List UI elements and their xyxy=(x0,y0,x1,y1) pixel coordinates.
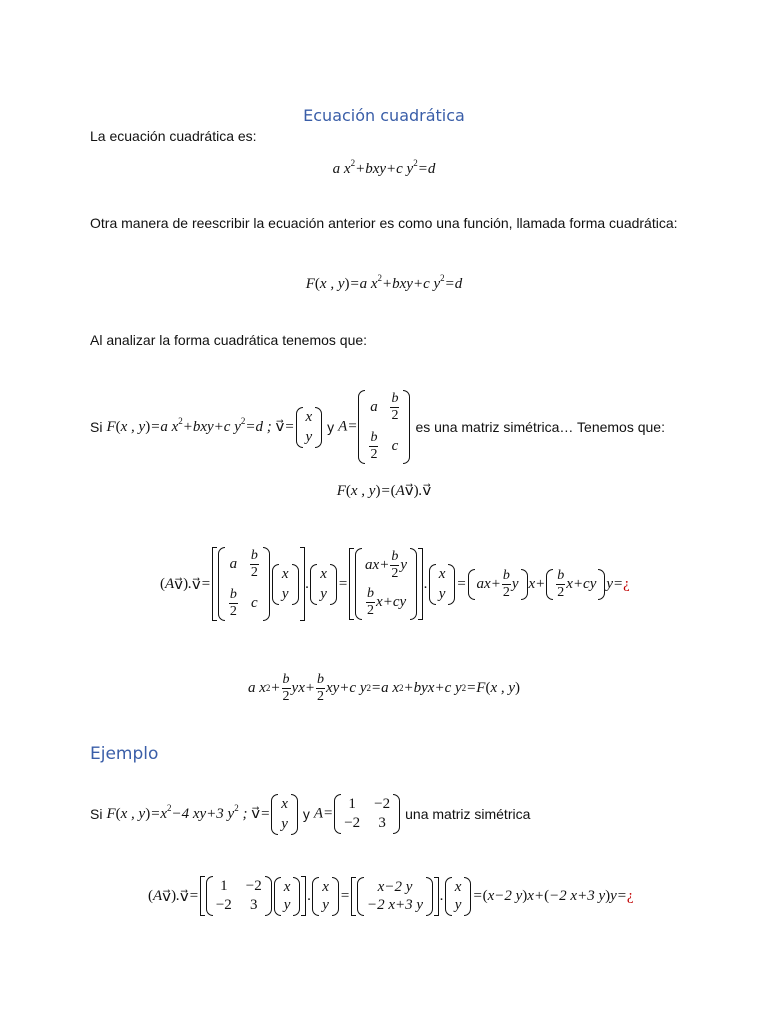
example-title: Ejemplo xyxy=(90,744,159,764)
example-expansion: ( A v⃗ ) . v⃗ = 1 −2 −2 3 x y . x y = x−2 y −2 x+3 y . x y = ( x−2 y ) x+ ( −2 x+3 y ) y= ¿ xyxy=(148,874,634,918)
example-si-label: Si xyxy=(90,806,103,822)
matrix-A: a $\frac{b}{2}$ $\frac{b}{2}$ c xyxy=(358,390,410,464)
paragraph-analizar: Al analizar la forma cuadrática tenemos que: xyxy=(90,332,368,348)
es-simetrica-label: es una matriz simétrica… Tenemos que: xyxy=(415,419,665,435)
section-title: Ecuación cuadrática xyxy=(303,106,465,125)
matrix-A-def: A= a $\frac{b}{2}$ $\frac{b}{2}$ c xyxy=(338,390,411,464)
example-simetrica-label: una matriz simétrica xyxy=(405,806,531,822)
example-matrix-A-def: A= 1 −2 −2 3 xyxy=(314,794,401,834)
si-label: Si xyxy=(90,419,103,435)
vector-v: x y xyxy=(296,407,323,448)
equation-expansion: ( A v⃗ ) . v⃗ = a $\frac{b}{2}$ $\frac{b}{2}$ c x y . x y = ax+ $\frac{b}{2}$ y $\frac{b}{2}$ x+cy . x y = ax+ $\frac{b}{2}$ y x+ $\frac{b}{2}$ x+cy y= ¿ xyxy=(160,548,630,619)
paragraph-otra-manera: Otra manera de reescribir la ecuación anterior es como una función, llamada forma cuadrática: xyxy=(90,215,678,231)
equation-result: a x 2 + $\frac{b}{2}$ yx+ $\frac{b}{2}$ xy+c y 2 =a x 2 +byx+c y 2 =F ( x , y ) xyxy=(247,671,521,704)
equation-quadratic-form: F(x , y)=a $x^2+bxy+c$ $y^2=d$ xyxy=(305,273,463,292)
y-label: y xyxy=(327,419,335,435)
example-definition-line xyxy=(90,794,530,834)
definition-line xyxy=(90,386,665,468)
equation-quadratic: a $x^2+bxy+c$ $y^2=d$ xyxy=(332,158,436,177)
intro-paragraph: La ecuación cuadrática es: xyxy=(90,128,257,144)
definition-math: F(x , y)=a $x^2+bxy+c$ $y^2=d$ ; v⃗= x y xyxy=(106,407,323,448)
example-definition-math: F(x , $y)=x^2-4$ xy+3 $y^2$ ; v⃗= x y xyxy=(106,794,298,835)
equation-F-Av-v: F(x , y)=(Av⃗).v⃗ xyxy=(336,483,432,499)
example-y-label: y xyxy=(302,806,310,822)
